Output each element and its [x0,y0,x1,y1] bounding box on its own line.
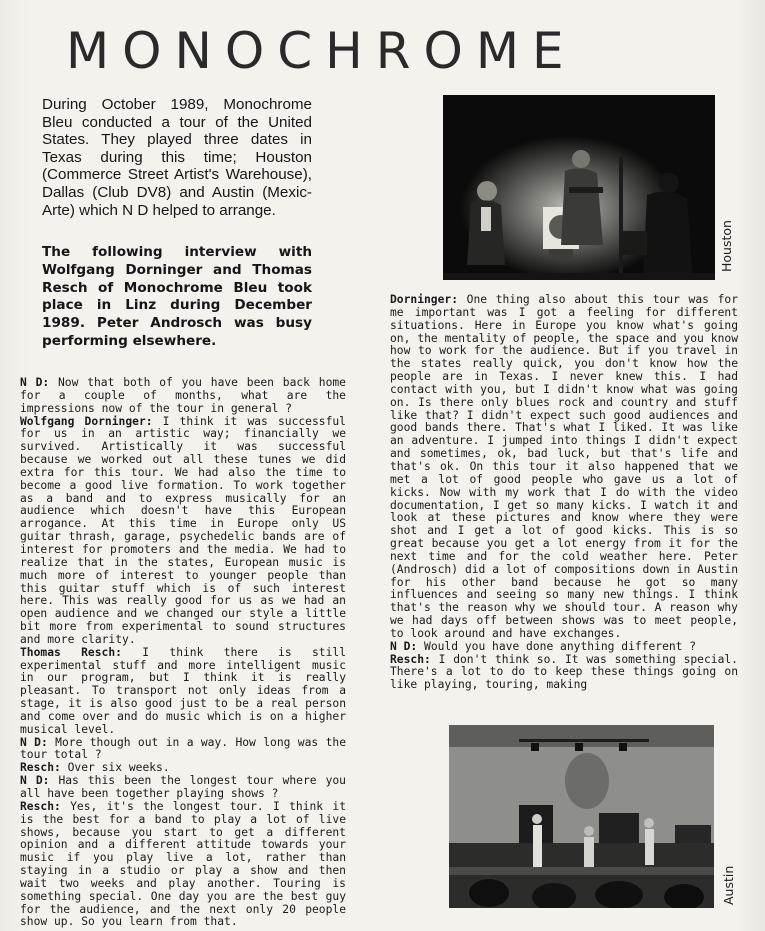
speaker-label: Resch: [20,761,61,775]
speaker-label: Resch: [20,799,61,813]
interview-entry [20,647,346,737]
lead-paragraph: The following interview with Wolfgang Dorninger and Thomas Resch of Monochrome Bleu took place in Linz during December 1989. Peter Androsch was busy performing elsewhere. [42,244,312,349]
interview-left-column [20,377,346,929]
houston-photo [443,95,715,280]
speaker-label: N D: [20,774,50,788]
interview-entry [20,377,346,416]
page-title: MONOCHROME [66,22,577,80]
speaker-label: Resch: [390,652,431,666]
interview-right-column [390,294,738,692]
entry-text: I don't think so. It was something special. There's a lot to do to keep these things going on like playing, touring, making [390,652,738,692]
speaker-label: N D: [20,376,50,389]
interview-entry [390,294,738,641]
interview-entry [390,654,738,693]
entry-text: Would you have done anything different ? [424,639,697,653]
speaker-label: Dorninger: [390,293,459,306]
speaker-label: N D: [20,735,48,749]
interview-entry [20,737,346,763]
entry-text: Has this been the longest tour where you all have been together playing shows ? [20,774,346,800]
entry-text: Now that both of you have been back home for a couple of months, what are the impressions now of the tour in general ? [20,376,346,415]
austin-photo [449,725,714,908]
entry-text: One thing also about this tour was for me important was I got a feeling for different situations. Here in Europe you know what's going on, the mentality of people, the space and you know how to work for the audience. But if you travel in the states really quick, you don't know how the people are in Texas. I never knew this. I had contact with you, but I didn't know what was going on. Is there only blues rock and country and stuff like that? I didn't expect such good audiences and good bands there. That's what I liked. It was like an adventure. I jumped into things I didn't expect and sometimes, ok, bad luck, but that's life and that's ok. On this tour it also happened that we met a lot of good people who gave us a lot of kicks. Now with my work that I do with the video documentation, I get so many kicks. I watch it and look at these pictures and know where they were shot and I get a lot of good kicks. This is so great because you get a lot energy from it for the next time and for the cold weather here. Peter (Androsch) did a lot of compositions down in Austin for his other band because he got so many influences and seeing so many new things. I think that's the reason why we should tour. A reason why we had days off between shows was to meet people, to look around and have exchanges. [390,293,739,640]
houston-photo-image [443,95,715,280]
speaker-label: Thomas Resch: [20,645,122,659]
entry-text: I think it was successful for us in an artistic way; financially we survived. Artistically it was successful because we worked out all these tunes we did extra for this tour. We had also the time to become a good live formation. To work together as a band and to express musically for an audience which doesn't have this European arrogance. At this time in Europe only US guitar thrash, garage, psychedelic bands are of interest for promoters and the media. We had to realize that in the states, European music is much more of interest to younger people than this guitar stuff which is of such interest here. This was really good for us as we had an open audience and we changed our style a little bit more from experimental to sound structures and more clarity. [20,414,346,646]
entry-text: Over six weeks. [67,761,170,775]
interview-entry [20,416,346,647]
speaker-label: Wolfgang Dorninger: [20,414,153,428]
entry-text: Yes, it's the longest tour. I think it is the best for a band to play a lot of live shows, because you start to get a different opinion and a different attitude towards your music if you play live a lot, rather than staying in a studio or play a show and then wait two weeks and play another. Touring is something special. One day you are the best guy for the audience, and the next only 20 people show up. So you learn from that. [20,799,346,929]
speaker-label: N D: [390,639,418,653]
houston-caption: Houston [719,220,734,272]
entry-text: More though out in a way. How long was the tour total ? [20,735,346,762]
entry-text: I think there is still experimental stuff and more intelligent music in our program, but I think it is really pleasant. To transport not only ideas from a stage, it is also good just to be a real person and come over and do music which is on a higher musical level. [20,645,346,736]
interview-entry [20,775,346,801]
austin-photo-image [449,725,714,908]
intro-paragraph: During October 1989, Monochrome Bleu conducted a tour of the United States. They played three dates in Texas during this time; Houston (Commerce Street Artist's Warehouse), Dallas (Club DV8) and Austin (Mexic-Arte) which N D helped to arrange. [42,96,312,219]
austin-caption: Austin [721,865,736,905]
interview-entry [20,801,346,929]
